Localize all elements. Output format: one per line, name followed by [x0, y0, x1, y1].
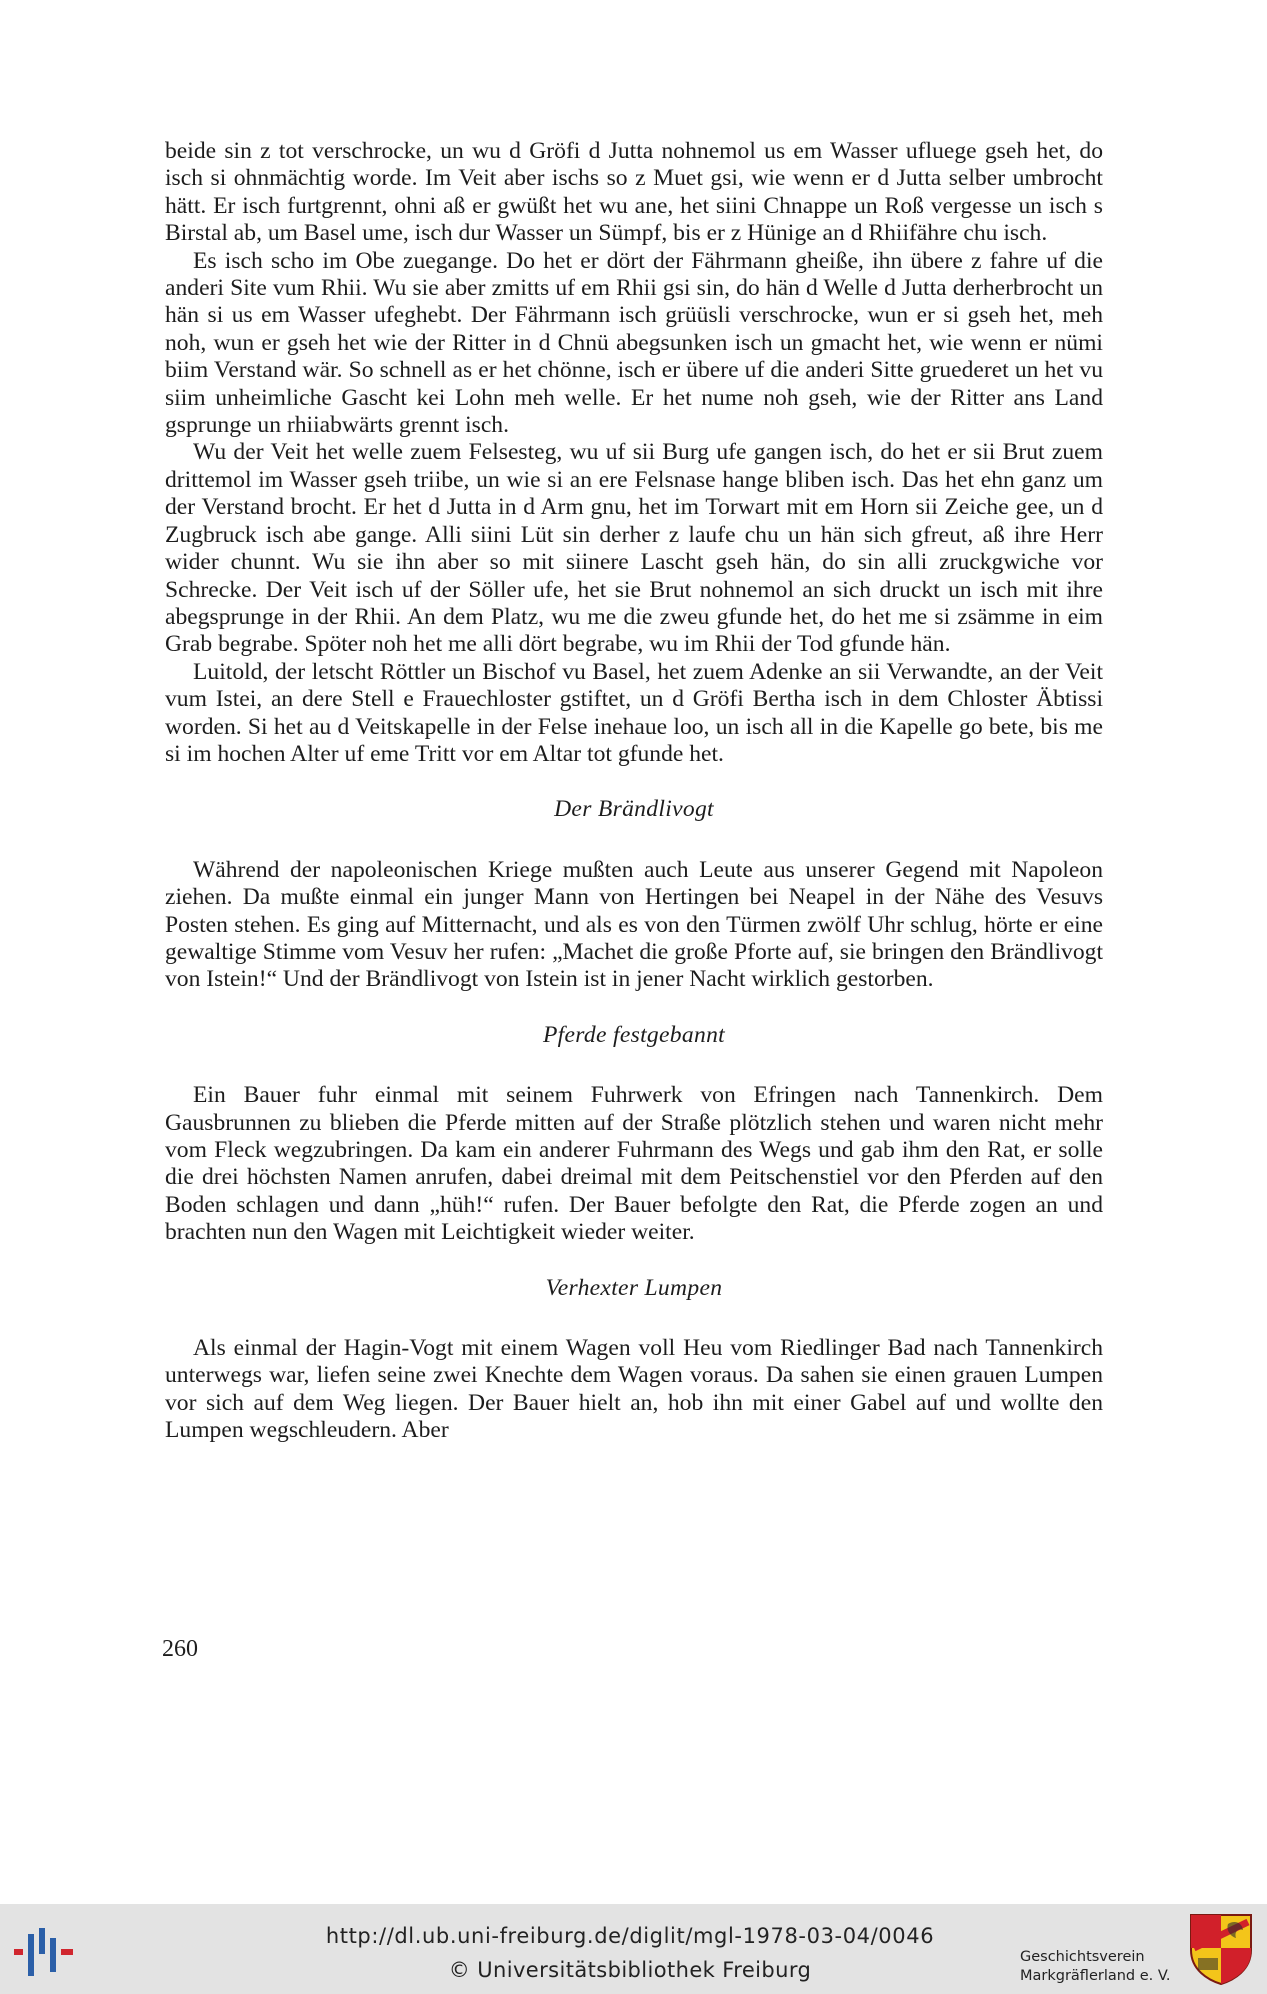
page-number: 260	[162, 1636, 198, 1662]
body-text	[165, 138, 1103, 1445]
coat-of-arms-icon[interactable]	[1188, 1912, 1254, 1986]
copyright-notice: © Universitätsbibliothek Freiburg	[448, 1958, 812, 1982]
section-heading-lumpen: Verhexter Lumpen	[545, 1274, 723, 1301]
ub-logo-icon[interactable]	[14, 1924, 80, 1982]
paragraph: Wu der Veit het welle zuem Felsesteg, wu uf sii Burg ufe gangen isch, do het er sii Brut zuem drittemol im Wasser gseh triibe, un wie si an ere Felsnase hange bliben isch. Das het ehn ganz um der Verstand brocht. Er het d Jutta in d Arm gnu, het im Torwart mit em Horn sii Zeiche gee, un d Zugbruck isch abe gange. Alli siini Lüt sin derher z laufe chu un hän sich gfreut, aß ihre Herr wider chunnt. Wu sie ihn aber so mit siinere Lascht gseh hän, do sin alli zruckgwiche vor Schrecke. Der Veit isch uf der Söller ufe, het sie Brut nohnemol an sich druckt un isch mit ihre abegsprunge in der Rhii. An dem Platz, wu me die zweu gfunde het, do het me si zsämme in eim Grab begrabe. Spöter noh het me alli dört begrabe, wu im Rhii der Tod gfunde hän.	[165, 439, 1103, 658]
paragraph: beide sin z tot verschrocke, un wu d Gröfi d Jutta nohnemol us em Wasser ufluege gseh het, do isch si ohnmächtig worde. Im Veit aber ischs so z Muet gsi, wie wenn er d Jutta selber umbrocht hätt. Er isch furtgrennt, ohni aß er gwüßt het wu ane, het siini Chnappe un Roß vergesse un isch s Birstal ab, um Basel ume, isch dur Wasser un Sümpf, bis er z Hünige an d Rhiifähre chu isch.	[165, 138, 1103, 247]
section-heading-pferde: Pferde festgebannt	[542, 1021, 726, 1048]
paragraph: Es isch scho im Obe zuegange. Do het er dört der Fährmann gheiße, ihn übere z fahre uf die anderi Site vum Rhii. Wu sie aber zmitts uf em Rhii gsi sin, do hän d Welle d Jutta derherbrocht un hän si us em Wasser ufeghebt. Der Fährmann isch grüüsli verschrocke, wun er si gseh het, meh noh, wun er gseh het wie der Ritter in d Chnü abegsunken isch un gmacht het, wie wenn er nümi biim Verstand wär. So schnell as er het chönne, isch er übere uf die anderi Sitte gruederet un het vu siim unheimliche Gascht kei Lohn meh welle. Er het nume noh gseh, wie der Ritter ans Land gsprunge un rhiiabwärts grennt isch.	[165, 247, 1103, 439]
paragraph: Ein Bauer fuhr einmal mit seinem Fuhrwerk von Efringen nach Tannenkirch. Dem Gausbrunnen zu blieben die Pferde mitten auf der Straße plötzlich stehen und waren nicht mehr vom Fleck wegzubringen. Da kam ein anderer Fuhrmann des Wegs und gab ihm den Rat, er solle die drei höchsten Namen anrufen, dabei dreimal mit dem Peitschenstiel vor den Pferden auf den Boden schlagen und dann „hüh!“ rufen. Der Bauer befolgte den Rat, die Pferde zogen an und brachten nun den Wagen mit Leichtigkeit wieder weiter.	[165, 1082, 1103, 1246]
paragraph: Während der napoleonischen Kriege mußten auch Leute aus unserer Gegend mit Napoleon ziehen. Da mußte einmal ein junger Mann von Hertingen bei Neapel in der Nähe des Vesuvs Posten stehen. Es ging auf Mitternacht, und als es von den Türmen zwölf Uhr schlug, hörte er eine gewaltige Stimme vom Vesuv her rufen: „Machet die große Pforte auf, sie bringen den Brändlivogt von Istein!“ Und der Brändlivogt von Istein ist in jener Nacht wirklich gestorben.	[165, 856, 1103, 993]
section-heading-brandlivogt: Der Brändlivogt	[554, 796, 714, 823]
paragraph: Luitold, der letscht Röttler un Bischof vu Basel, het zuem Adenke an sii Verwandte, an der Veit vum Istei, an dere Stell e Frauechloster gstiftet, un d Gröfi Bertha isch in dem Chloster Äbtissi worden. Si het au d Veitskapelle in der Felse inehaue loo, un isch all in die Kapelle go bete, bis me si im hochen Alter uf eme Tritt vor em Altar tot gfunde het.	[165, 658, 1103, 767]
paragraph: Als einmal der Hagin-Vogt mit einem Wagen voll Heu vom Riedlinger Bad nach Tannenkirch unterwegs war, liefen seine zwei Knechte dem Wagen voraus. Da sahen sie einen grauen Lumpen vor sich auf dem Weg liegen. Der Bauer hielt an, hob ihn mit einer Gabel auf und wollte den Lumpen wegschleudern. Aber	[165, 1335, 1103, 1444]
footer-bar	[0, 1904, 1267, 1994]
society-name-line: Markgräflerland e. V.	[1020, 1968, 1171, 1984]
society-name-line: Geschichtsverein	[1020, 1949, 1145, 1965]
society-name	[1020, 1948, 1180, 1986]
permalink-url[interactable]: http://dl.ub.uni-freiburg.de/diglit/mgl-1978-03-04/0046	[325, 1924, 935, 1948]
